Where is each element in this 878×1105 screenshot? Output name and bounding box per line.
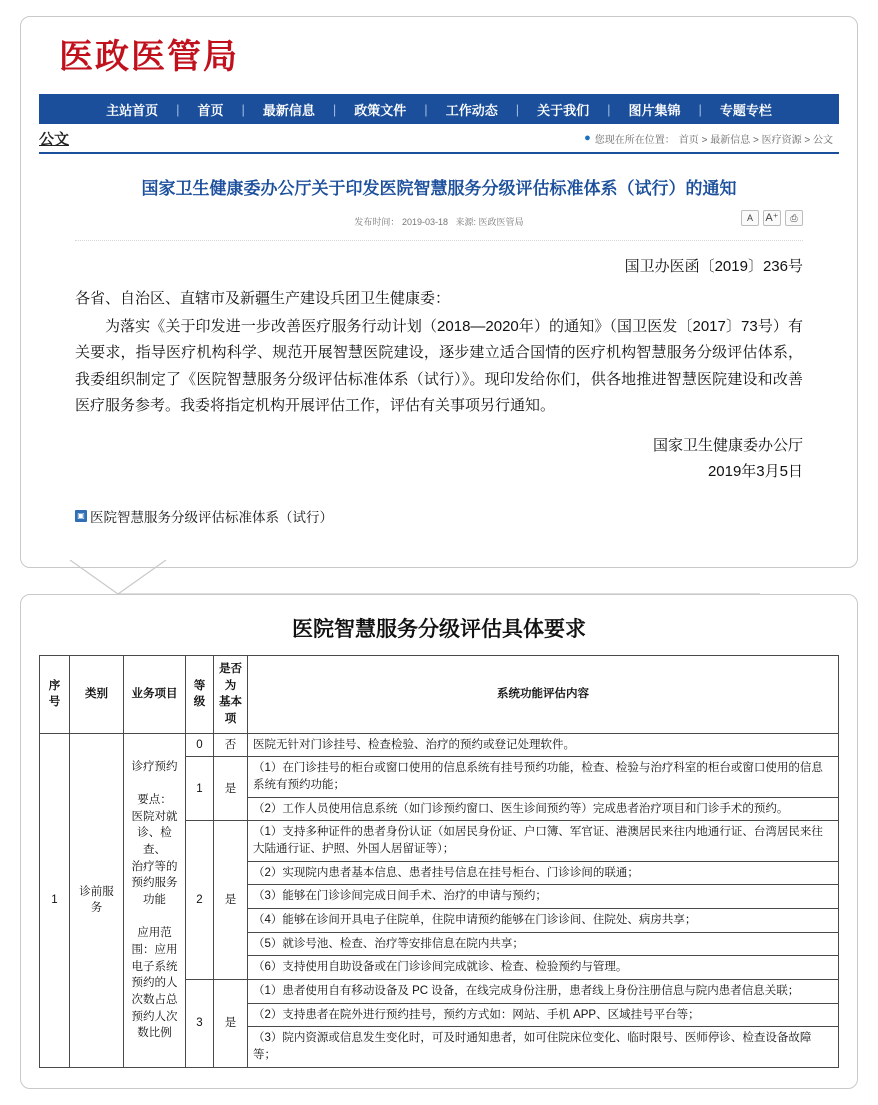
nav-item-about-us[interactable]: 关于我们 — [537, 102, 590, 118]
cell-content: （1）患者使用自有移动设备及 PC 设备，在线完成身份注册，患者线上身份注册信息与院内患者信息关联； — [248, 980, 839, 1004]
nav-item-main-home[interactable]: 主站首页 — [106, 102, 159, 118]
nav-separator: | — [332, 101, 337, 117]
attachment-link[interactable] — [75, 506, 803, 526]
cell-level: 0 — [186, 733, 214, 757]
nav-item-policy-documents[interactable]: 政策文件 — [354, 102, 407, 118]
article-meta — [75, 212, 803, 232]
cell-content: （6）支持使用自助设备或在门诊诊间完成就诊、检查、检验预约与管理。 — [248, 956, 839, 980]
requirements-table — [39, 655, 839, 1068]
cell-row-no: 1 — [40, 733, 70, 1067]
nav-item-latest-news[interactable]: 最新信息 — [262, 102, 315, 118]
font-smaller-button[interactable]: A — [741, 210, 759, 226]
table-header-row — [40, 656, 839, 734]
col-header-basic: 是否为 基本项 — [214, 656, 248, 734]
signature-block — [75, 433, 803, 484]
nav-item-photo-gallery[interactable]: 图片集锦 — [628, 102, 681, 118]
article-tools[interactable] — [741, 210, 803, 226]
col-header-level: 等 级 — [186, 656, 214, 734]
attachment-icon: ▣ — [75, 510, 87, 522]
location-pin-icon: ● — [584, 132, 591, 145]
nav-separator: | — [176, 101, 180, 117]
attachment-label[interactable]: 医院智慧服务分级评估标准体系（试行） — [90, 510, 333, 526]
table-title: 医院智慧服务分级评估具体要求 — [292, 616, 586, 641]
cell-level: 1 — [186, 757, 214, 821]
print-icon[interactable]: ⎙ — [785, 210, 803, 226]
nav-separator: | — [515, 101, 520, 117]
cell-basic: 是 — [214, 980, 248, 1068]
cell-content: （4）能够在诊间开具电子住院单，住院申请预约能够在门诊诊间、住院处、病房共享； — [248, 909, 839, 933]
nav-separator: | — [241, 101, 245, 117]
nav-separator: | — [607, 101, 611, 117]
attachment-table-card — [20, 594, 858, 1089]
source-value: 医政医管局 — [478, 216, 524, 227]
nav-separator: | — [698, 101, 702, 117]
document-number: 国卫办医函〔2019〕236号 — [624, 257, 803, 275]
col-header-project: 业务项目 — [124, 656, 186, 734]
nav-separator: | — [424, 101, 428, 117]
nav-item-work-updates[interactable]: 工作动态 — [445, 102, 498, 118]
source-label: 来源: — [455, 216, 477, 227]
table-row — [40, 733, 839, 757]
cell-level: 3 — [186, 980, 214, 1068]
cell-content: （2）支持患者在院外进行预约挂号，预约方式如：网站、手机 APP、区域挂号平台等； — [248, 1003, 839, 1027]
col-header-no: 序 号 — [40, 656, 70, 734]
cell-content: （3）院内资源或信息发生变化时，可及时通知患者，如可住院床位变化、临时限号、医师停诊、检查设备故障等； — [248, 1027, 839, 1067]
main-navigation[interactable] — [39, 94, 839, 124]
section-bar — [39, 124, 839, 154]
site-title: 医政医管局 — [59, 38, 239, 76]
cell-content: （1）支持多种证件的患者身份认证（如居民身份证、户口簿、军官证、港澳居民来往内地通行证、台湾居民来往大陆通行证、护照、外国人居留证等）； — [248, 821, 839, 861]
publish-time-label: 发布时间： — [354, 216, 400, 227]
breadcrumb-prefix: 您现在所在位置： — [594, 134, 675, 146]
cell-basic: 否 — [214, 733, 248, 757]
cell-project: 诊疗预约 要点： 医院对就 诊、检查、 治疗等的 预约服务 功能 应用范 围：应用 电子系统 预约的人 次数占总 预约人次 数比例 — [124, 733, 186, 1067]
cell-content: （2）实现院内患者基本信息、患者挂号信息在挂号柜台、门诊诊间的联通； — [248, 861, 839, 885]
cell-level: 2 — [186, 821, 214, 980]
document-page-card — [20, 16, 858, 568]
cell-content: （1）在门诊挂号的柜台或窗口使用的信息系统有挂号预约功能，检查、检验与治疗科室的柜台或窗口使用的信息系统有预约功能； — [248, 757, 839, 797]
cell-content: （2）工作人员使用信息系统（如门诊预约窗口、医生诊间预约等）完成患者治疗项目和门诊手术的预约。 — [248, 797, 839, 821]
signature-date: 2019年3月5日 — [707, 462, 803, 480]
cell-content: 医院无针对门诊挂号、检查检验、治疗的预约或登记处理软件。 — [248, 733, 839, 757]
cell-content: （3）能够在门诊诊间完成日间手术、治疗的申请与预约； — [248, 885, 839, 909]
divider — [75, 240, 803, 241]
breadcrumb — [584, 131, 839, 146]
signature-organization: 国家卫生健康委办公厅 — [652, 437, 803, 455]
site-header — [21, 17, 857, 86]
font-larger-button[interactable]: A⁺ — [763, 210, 781, 226]
article-body — [21, 154, 857, 526]
col-header-content: 系统功能评估内容 — [248, 656, 839, 734]
breadcrumb-path[interactable]: 首页 > 最新信息 > 医疗资源 > 公文 — [678, 134, 833, 146]
nav-item-home[interactable]: 首页 — [197, 102, 224, 118]
paragraph-recipients: 各省、自治区、直辖市及新疆生产建设兵团卫生健康委： — [75, 289, 451, 307]
paragraph-main: 为落实《关于印发进一步改善医疗服务行动计划（2018—2020年）的通知》（国卫医发〔2017〕73号）有关要求，指导医疗机构科学、规范开展智慧医院建设，逐步建立适合国情的医疗机构智慧服务分级评估体系，我委组织制定了《医院智慧服务分级评估标准体系（试行）》。现印发给你们，供各地推进智慧医院建设和改善医疗服务参考。我委将指定机构开展评估工作，评估有关事项另行通知。 — [75, 318, 803, 414]
col-header-category: 类别 — [70, 656, 124, 734]
cell-basic: 是 — [214, 821, 248, 980]
document-text — [75, 286, 803, 419]
publish-date: 2019-03-18 — [401, 216, 448, 227]
article-title: 国家卫生健康委办公厅关于印发医院智慧服务分级评估标准体系（试行）的通知 — [141, 179, 737, 199]
cell-basic: 是 — [214, 757, 248, 821]
cell-category: 诊前服务 — [70, 733, 124, 1067]
cell-content: （5）就诊号池、检查、治疗等安排信息在院内共享； — [248, 932, 839, 956]
nav-item-special-topics[interactable]: 专题专栏 — [719, 102, 772, 118]
page-title: 公文 — [39, 130, 70, 148]
